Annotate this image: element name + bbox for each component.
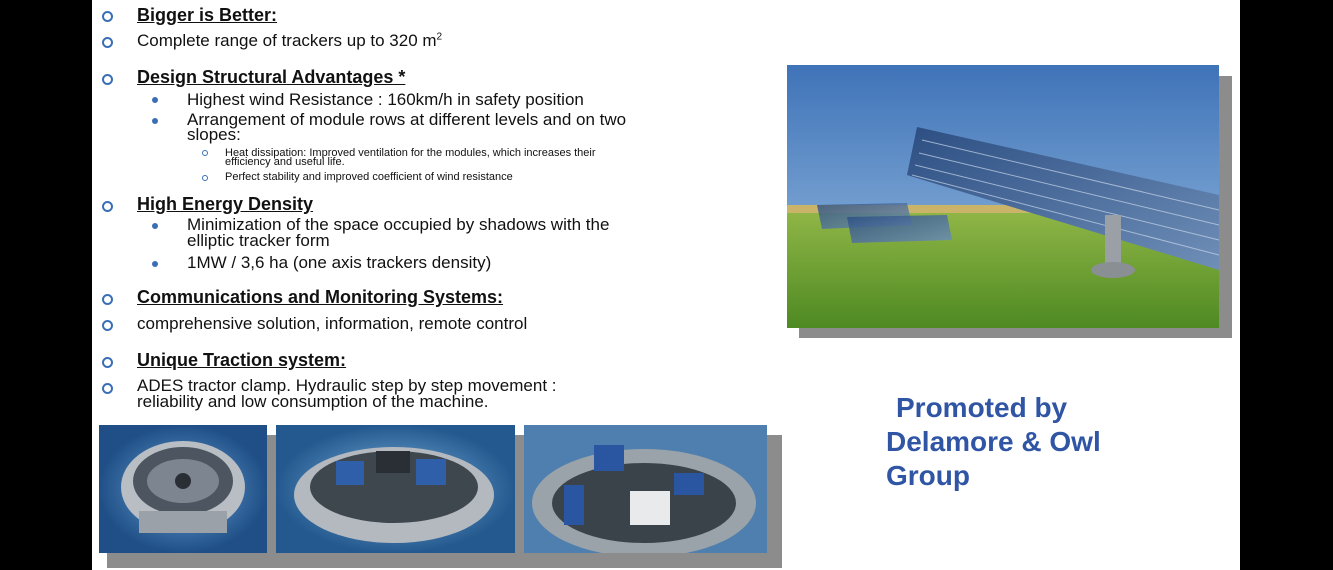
bullet-icon: [202, 175, 208, 181]
bullet-icon: [152, 261, 158, 267]
design-item-2: Arrangement of module rows at different levels and on two: [187, 110, 627, 129]
heading-traction: Unique Traction system:: [137, 350, 347, 370]
design-subitem-2: Perfect stability and improved coefficient of wind resistance: [225, 171, 513, 183]
promo-line-2: Delamore & Owl: [886, 426, 1101, 457]
clamp-photo-1: [99, 425, 267, 553]
text-bigger: Complete range of trackers up to 320 $m^2$: [137, 31, 443, 50]
promo-text: [886, 391, 1101, 493]
bullet-icon: [202, 150, 208, 156]
clamp-photo-3: [524, 425, 767, 553]
heading-energy: High Energy Density: [137, 194, 314, 214]
bullet-icon: [102, 37, 113, 48]
bullet-icon: [102, 11, 113, 22]
text-comms: comprehensive solution, information, remote control: [137, 314, 528, 333]
promo-line-1: Promoted by: [896, 392, 1068, 423]
bullet-icon: [102, 383, 113, 394]
energy-item-1: Minimization of the space occupied by shadows with the: [187, 215, 610, 234]
bullet-icon: [152, 223, 158, 229]
heading-comms: Communications and Monitoring Systems:: [137, 287, 504, 307]
heading-bigger: Bigger is Better:: [137, 5, 278, 25]
design-item-1: Highest wind Resistance : 160km/h in safety position: [187, 90, 584, 109]
solar-field-photo: [787, 65, 1219, 328]
bullet-icon: [102, 320, 113, 331]
slide: [92, 0, 1240, 570]
promo-line-3: Group: [886, 460, 970, 491]
bullet-icon: [152, 118, 158, 124]
bullet-icon: [102, 357, 113, 368]
design-item-2-cont: slopes:: [187, 125, 241, 144]
bullet-icon: [102, 294, 113, 305]
energy-item-2: 1MW / 3,6 ha (one axis trackers density): [187, 253, 492, 272]
bullet-icon: [102, 201, 113, 212]
text-traction-2: reliability and low consumption of the machine.: [137, 392, 489, 411]
design-subitem-1-cont: efficiency and useful life.: [225, 156, 345, 168]
bullet-icon: [102, 74, 113, 85]
text-traction-1: ADES tractor clamp. Hydraulic step by step movement :: [137, 376, 557, 395]
energy-item-1-cont: elliptic tracker form: [187, 231, 330, 250]
clamp-photo-2: [276, 425, 515, 553]
design-subitem-1: Heat dissipation: Improved ventilation for the modules, which increases their: [225, 147, 596, 159]
heading-design: Design Structural Advantages *: [137, 67, 406, 87]
bullet-icon: [152, 97, 158, 103]
